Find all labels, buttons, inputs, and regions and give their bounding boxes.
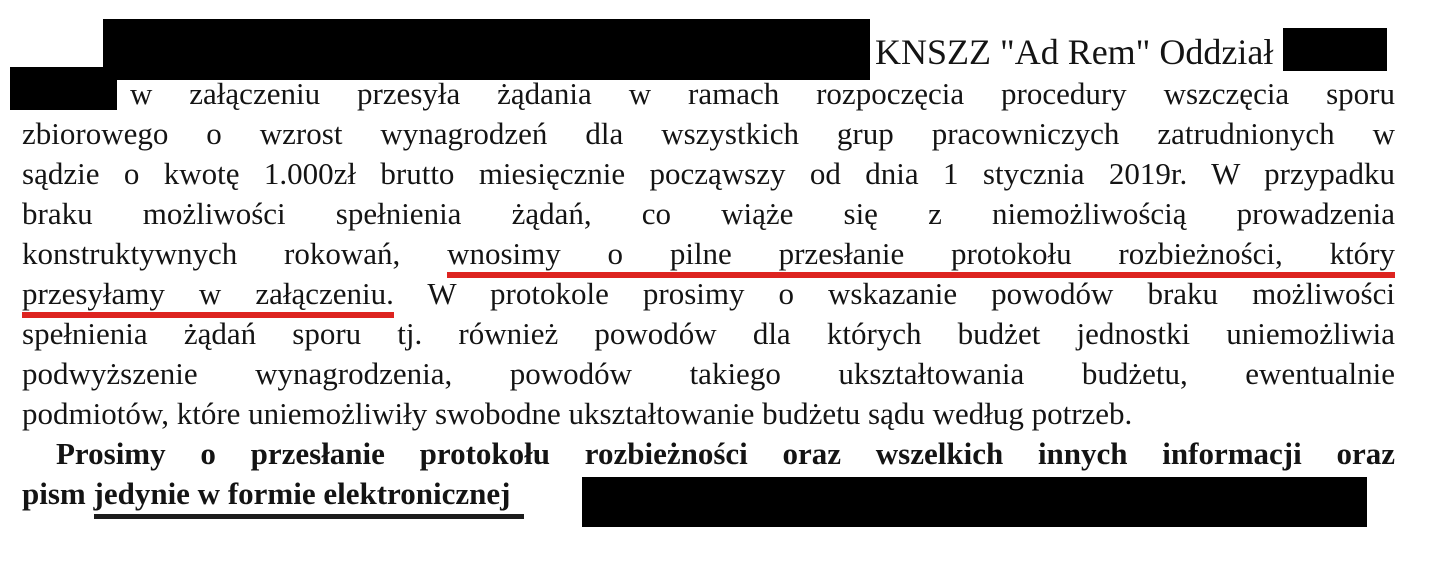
body-line-4: braku możliwości spełnienia żądań, co wiąże się z niemożliwością prowadzenia (22, 196, 1395, 231)
body-line-3: sądzie o kwotę 1.000zł brutto miesięcznie począwszy od dnia 1 stycznia 2019r. W przypadku (22, 156, 1395, 191)
request-line-2-underlined: jedynie w formie elektronicznej (94, 476, 525, 519)
body-line-8: podwyższenie wynagrodzenia, powodów takiego ukształtowania budżetu, ewentualnie (22, 356, 1395, 391)
body-line-9: podmiotów, które uniemożliwiły swobodne ukształtowanie budżetu sądu według potrzeb. (22, 396, 1133, 431)
request-line-2-plain: pism (22, 476, 86, 511)
request-line-1: Prosimy o przesłanie protokołu rozbieżności oraz wszelkich innych informacji oraz (56, 436, 1395, 471)
body-line-6-red-underlined: przesyłamy w załączeniu. (22, 276, 394, 318)
body-line-5 (22, 234, 1395, 274)
body-line-2: zbiorowego o wzrost wynagrodzeń dla wszystkich grup pracowniczych zatrudnionych w (22, 116, 1395, 151)
letter-body (22, 74, 1395, 514)
redaction-bar-branch-name (1283, 28, 1387, 71)
request-line-2 (22, 474, 1395, 514)
redaction-bar-header (103, 19, 870, 80)
body-line-5-plain: konstruktywnych rokowań, (22, 236, 401, 271)
body-line-5-red-underlined: wnosimy o pilne przesłanie protokołu rozbieżności, który (447, 236, 1395, 278)
body-line-7: spełnienia żądań sporu tj. również powodów dla których budżet jednostki uniemożliwia (22, 316, 1395, 351)
union-name-line: KNSZZ "Ad Rem" Oddział (875, 32, 1274, 72)
body-line-6-plain: W protokole prosimy o wskazanie powodów braku możliwości (427, 276, 1395, 311)
body-line-6 (22, 274, 1395, 314)
body-line-1: w załączeniu przesyła żądania w ramach rozpoczęcia procedury wszczęcia sporu (130, 76, 1395, 111)
